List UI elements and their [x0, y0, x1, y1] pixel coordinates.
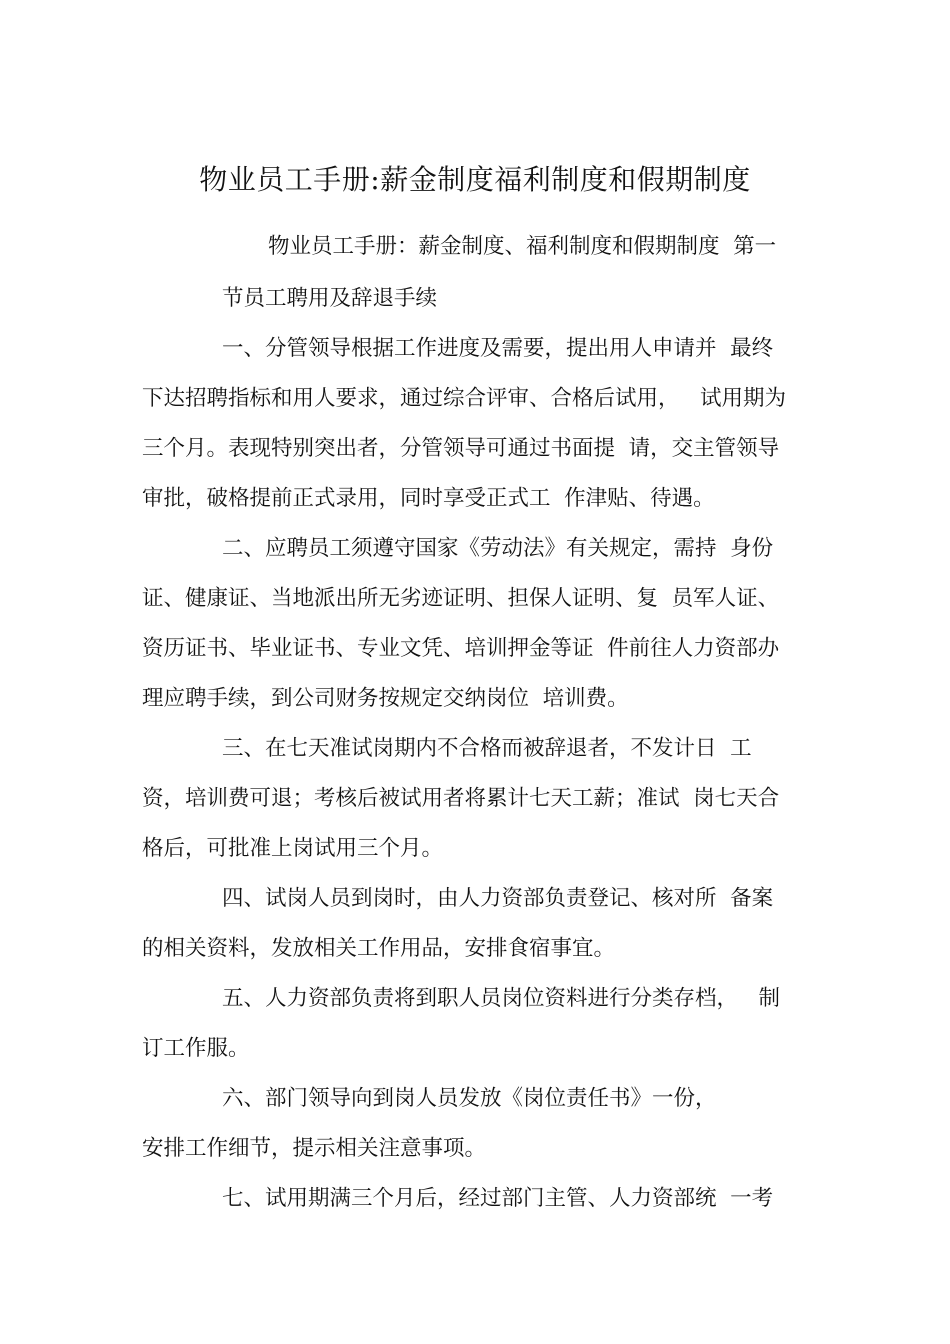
- paragraph-line: 下达招聘指标和用人要求，通过综合评审、合格后试用， 试用期为: [142, 386, 787, 411]
- paragraph-line: 资历证书、毕业证书、专业文凭、培训押金等证 件前往人力资部办: [142, 636, 780, 661]
- paragraph-line: 一、分管领导根据工作进度及需要，提出用人申请并 最终: [222, 336, 774, 361]
- paragraph-line: 节员工聘用及辞退手续: [222, 286, 438, 311]
- paragraph-line: 审批，破格提前正式录用，同时享受正式工 作津贴、待遇。: [142, 486, 715, 511]
- paragraph-line: 二、应聘员工须遵守国家《劳动法》有关规定，需持 身份: [222, 536, 774, 561]
- paragraph-line: 七、试用期满三个月后，经过部门主管、人力资部统 一考: [222, 1186, 774, 1211]
- paragraph-line: 理应聘手续，到公司财务按规定交纳岗位 培训费。: [142, 686, 629, 711]
- paragraph-line: 四、试岗人员到岗时，由人力资部负责登记、核对所 备案: [222, 886, 774, 911]
- paragraph-line: 六、部门领导向到岗人员发放《岗位责任书》一份，: [222, 1086, 717, 1111]
- paragraph-line: 证、健康证、当地派出所无劣迹证明、担保人证明、复 员军人证、: [142, 586, 780, 611]
- paragraph-line: 的相关资料，发放相关工作用品，安排食宿事宜。: [142, 936, 616, 961]
- paragraph-line: 三、在七天准试岗期内不合格而被辞退者，不发计日 工: [222, 736, 752, 761]
- document-title: 物业员工手册:薪金制度福利制度和假期制度: [199, 163, 751, 196]
- paragraph-line: 物业员工手册：薪金制度、福利制度和假期制度 第一: [268, 234, 777, 259]
- paragraph-line: 五、人力资部负责将到职人员岗位资料进行分类存档， 制: [222, 986, 781, 1011]
- paragraph-line: 订工作服。: [142, 1036, 250, 1061]
- paragraph-line: 安排工作细节，提示相关注意事项。: [142, 1136, 487, 1161]
- paragraph-line: 三个月。表现特别突出者，分管领导可通过书面提 请，交主管领导: [142, 436, 780, 461]
- paragraph-line: 资，培训费可退；考核后被试用者将累计七天工薪；准试 岗七天合: [142, 786, 780, 811]
- paragraph-line: 格后，可批准上岗试用三个月。: [142, 836, 444, 861]
